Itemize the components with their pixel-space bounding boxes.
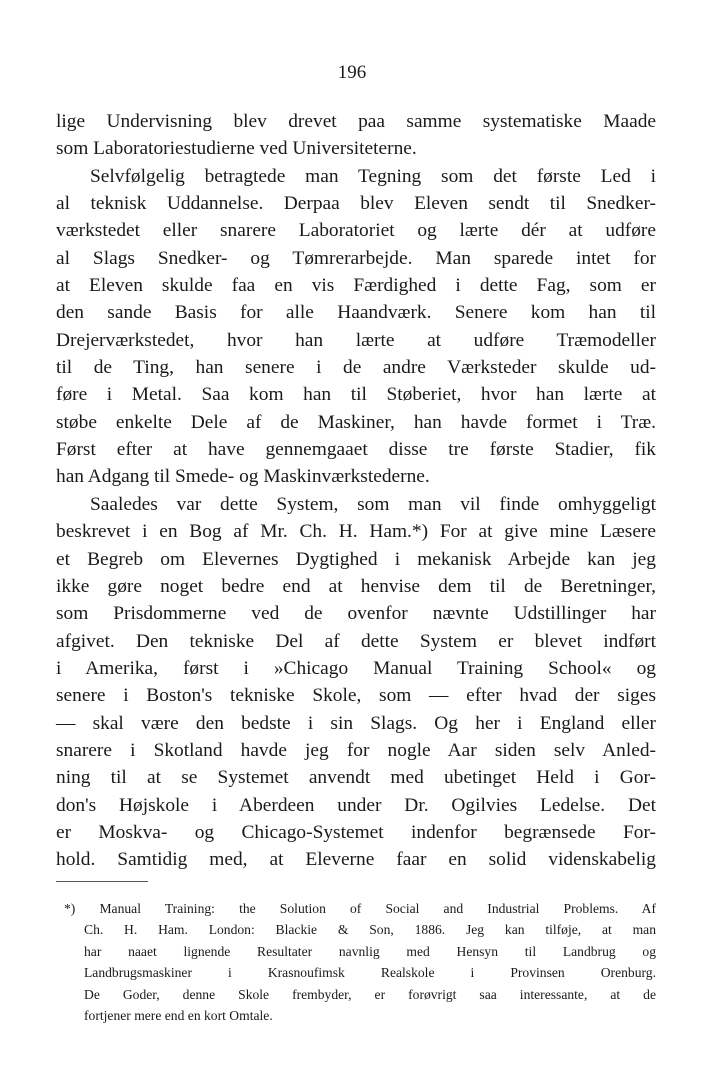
body-line: til de Ting, han senere i de andre Værksteder skulde ud- bbox=[56, 357, 656, 379]
footnote-line: har naaet lignende Resultater navnlig med Hensyn til Landbrug og bbox=[84, 943, 656, 959]
page-number: 196 bbox=[337, 62, 367, 83]
body-line: som Laboratoriestudierne ved Universiteterne. bbox=[56, 138, 417, 160]
footnote bbox=[64, 898, 656, 1026]
body-line: afgivet. Den tekniske Del af dette System er blevet indført bbox=[56, 630, 656, 652]
footnote-divider bbox=[56, 881, 148, 882]
footnote-line: *) Manual Training: the Solution of Social and Industrial Problems. Af bbox=[64, 901, 656, 916]
body-line: Først efter at have gennemgaaet disse tre første Stadier, fik bbox=[56, 439, 656, 461]
body-line: Drejerværkstedet, hvor han lærte at udføre Træmodeller bbox=[56, 329, 656, 351]
body-line: hold. Samtidig med, at Eleverne faar en solid videnskabelig bbox=[56, 849, 656, 871]
body-line: Saaledes var dette System, som man vil finde omhyggeligt bbox=[90, 493, 656, 515]
body-line: et Begreb om Elevernes Dygtighed i mekanisk Arbejde kan jeg bbox=[56, 548, 656, 570]
body-line: den sande Basis for alle Haandværk. Senere kom han til bbox=[56, 302, 656, 324]
body-line: Selvfølgelig betragtede man Tegning som det første Led i bbox=[90, 165, 656, 187]
footnote-line: De Goder, denne Skole frembyder, er forøvrigt saa interessante, at de bbox=[84, 986, 656, 1002]
body-line: føre i Metal. Saa kom han til Støberiet, hvor han lærte at bbox=[56, 384, 656, 406]
footnote-line: Landbrugsmaskiner i Krasnoufimsk Realskole i Provinsen Orenburg. bbox=[84, 965, 656, 981]
body-line: beskrevet i en Bog af Mr. Ch. H. Ham.*) For at give mine Læsere bbox=[56, 521, 656, 543]
body-line: lige Undervisning blev drevet paa samme systematiske Maade bbox=[56, 111, 656, 132]
body-line: er Moskva- og Chicago-Systemet indenfor begrænsede For- bbox=[56, 821, 656, 843]
body-line: — skal være den bedste i sin Slags. Og her i England eller bbox=[56, 712, 656, 734]
footnote-line: Ch. H. Ham. London: Blackie & Son, 1886. Jeg kan tilføje, at man bbox=[84, 922, 656, 938]
body-line: værkstedet eller snarere Laboratoriet og lærte dér at udføre bbox=[56, 220, 656, 242]
body-text bbox=[56, 108, 656, 874]
body-line: al teknisk Uddannelse. Derpaa blev Eleven sendt til Snedker- bbox=[56, 193, 656, 215]
body-line: ning til at se Systemet anvendt med ubetinget Held i Gor- bbox=[56, 767, 656, 789]
body-line: som Prisdommerne ved de ovenfor nævnte Udstillinger har bbox=[56, 603, 656, 625]
body-line: støbe enkelte Dele af de Maskiner, han havde formet i Træ. bbox=[56, 411, 656, 433]
body-line: al Slags Snedker- og Tømrerarbejde. Man sparede intet for bbox=[56, 247, 656, 269]
body-line: i Amerika, først i »Chicago Manual Training School« og bbox=[56, 657, 656, 679]
body-line: snarere i Skotland havde jeg for nogle Aar siden selv Anled- bbox=[56, 739, 656, 761]
body-line: don's Højskole i Aberdeen under Dr. Ogilvies Ledelse. Det bbox=[56, 794, 656, 816]
footnote-line: fortjener mere end en kort Omtale. bbox=[84, 1007, 273, 1023]
body-line: senere i Boston's tekniske Skole, som — efter hvad der siges bbox=[56, 685, 656, 707]
body-line: at Eleven skulde faa en vis Færdighed i dette Fag, som er bbox=[56, 275, 656, 297]
body-line: ikke gøre noget bedre end at henvise dem til de Beretninger, bbox=[56, 575, 656, 597]
body-line: han Adgang til Smede- og Maskinværkstederne. bbox=[56, 466, 430, 488]
